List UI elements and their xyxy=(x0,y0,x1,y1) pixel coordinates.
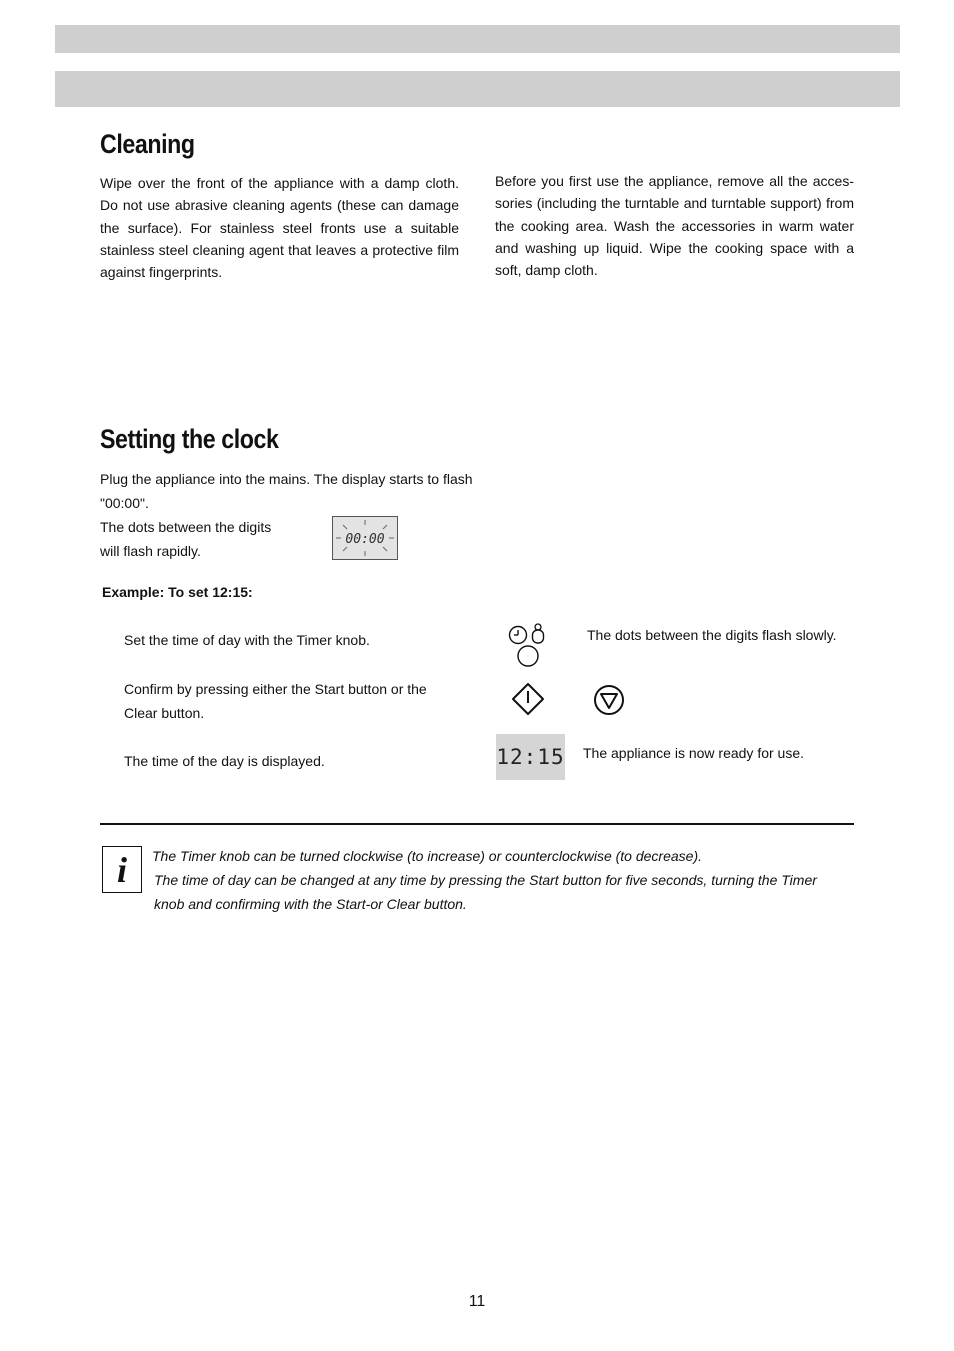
dots-line2: will flash rapidly. xyxy=(100,543,201,559)
flashing-display xyxy=(332,516,398,560)
clock-intro-line1: Plug the appliance into the mains. The display starts to flash xyxy=(100,471,473,487)
flash-display-text: 00:00 xyxy=(345,532,385,547)
clock-intro-line2: "00:00". xyxy=(100,495,149,511)
timer-knob-icon xyxy=(506,622,548,673)
cleaning-right-paragraph: Before you first use the appliance, remove all the acces-sories (including the turntable and turntable support) from the cooking area. Wash the accessories in warm water and washing up liquid. Wipe the cooking space with a soft, damp cloth. xyxy=(495,173,854,279)
header-bar-top xyxy=(55,25,900,53)
clock-heading: Setting the clock xyxy=(100,424,279,454)
info-line1: The Timer knob can be turned clockwise (to increase) or counterclockwise (to decrease). xyxy=(152,848,702,864)
flash-rays-icon xyxy=(333,517,397,559)
dots-line1: The dots between the digits xyxy=(100,519,272,535)
example-label: Example: To set 12:15: xyxy=(102,584,253,600)
page-number: 11 xyxy=(468,1293,486,1310)
info-line3: knob and confirming with the Start-or Clear button. xyxy=(154,896,467,912)
header-bar-bottom xyxy=(55,71,900,107)
info-icon xyxy=(102,846,142,893)
start-button-icon xyxy=(511,682,545,721)
info-line2: The time of day can be changed at any time by pressing the Start button for five seconds, turning the Timer xyxy=(154,872,817,888)
step1-result: The dots between the digits flash slowly. xyxy=(587,627,837,643)
step2-text-line1: Confirm by pressing either the Start button or the xyxy=(124,681,427,697)
divider xyxy=(100,823,854,825)
step2-text-line2: Clear button. xyxy=(124,705,205,721)
step3-text: The time of the day is displayed. xyxy=(124,753,325,769)
info-icon-letter: i xyxy=(116,849,127,890)
cleaning-left-paragraph: Wipe over the front of the appliance with a damp cloth. Do not use abrasive cleaning agents (these can damage the surface). For stainless steel fronts use a suitable stainless steel cleaning agent that leaves a protective film against fingerprints. xyxy=(100,175,459,281)
cleaning-heading: Cleaning xyxy=(100,129,195,159)
step3-result: The appliance is now ready for use. xyxy=(583,745,805,761)
clear-button-icon xyxy=(592,683,626,722)
step1-text: Set the time of day with the Timer knob. xyxy=(124,632,370,648)
time-display: 12:15 xyxy=(496,734,565,780)
